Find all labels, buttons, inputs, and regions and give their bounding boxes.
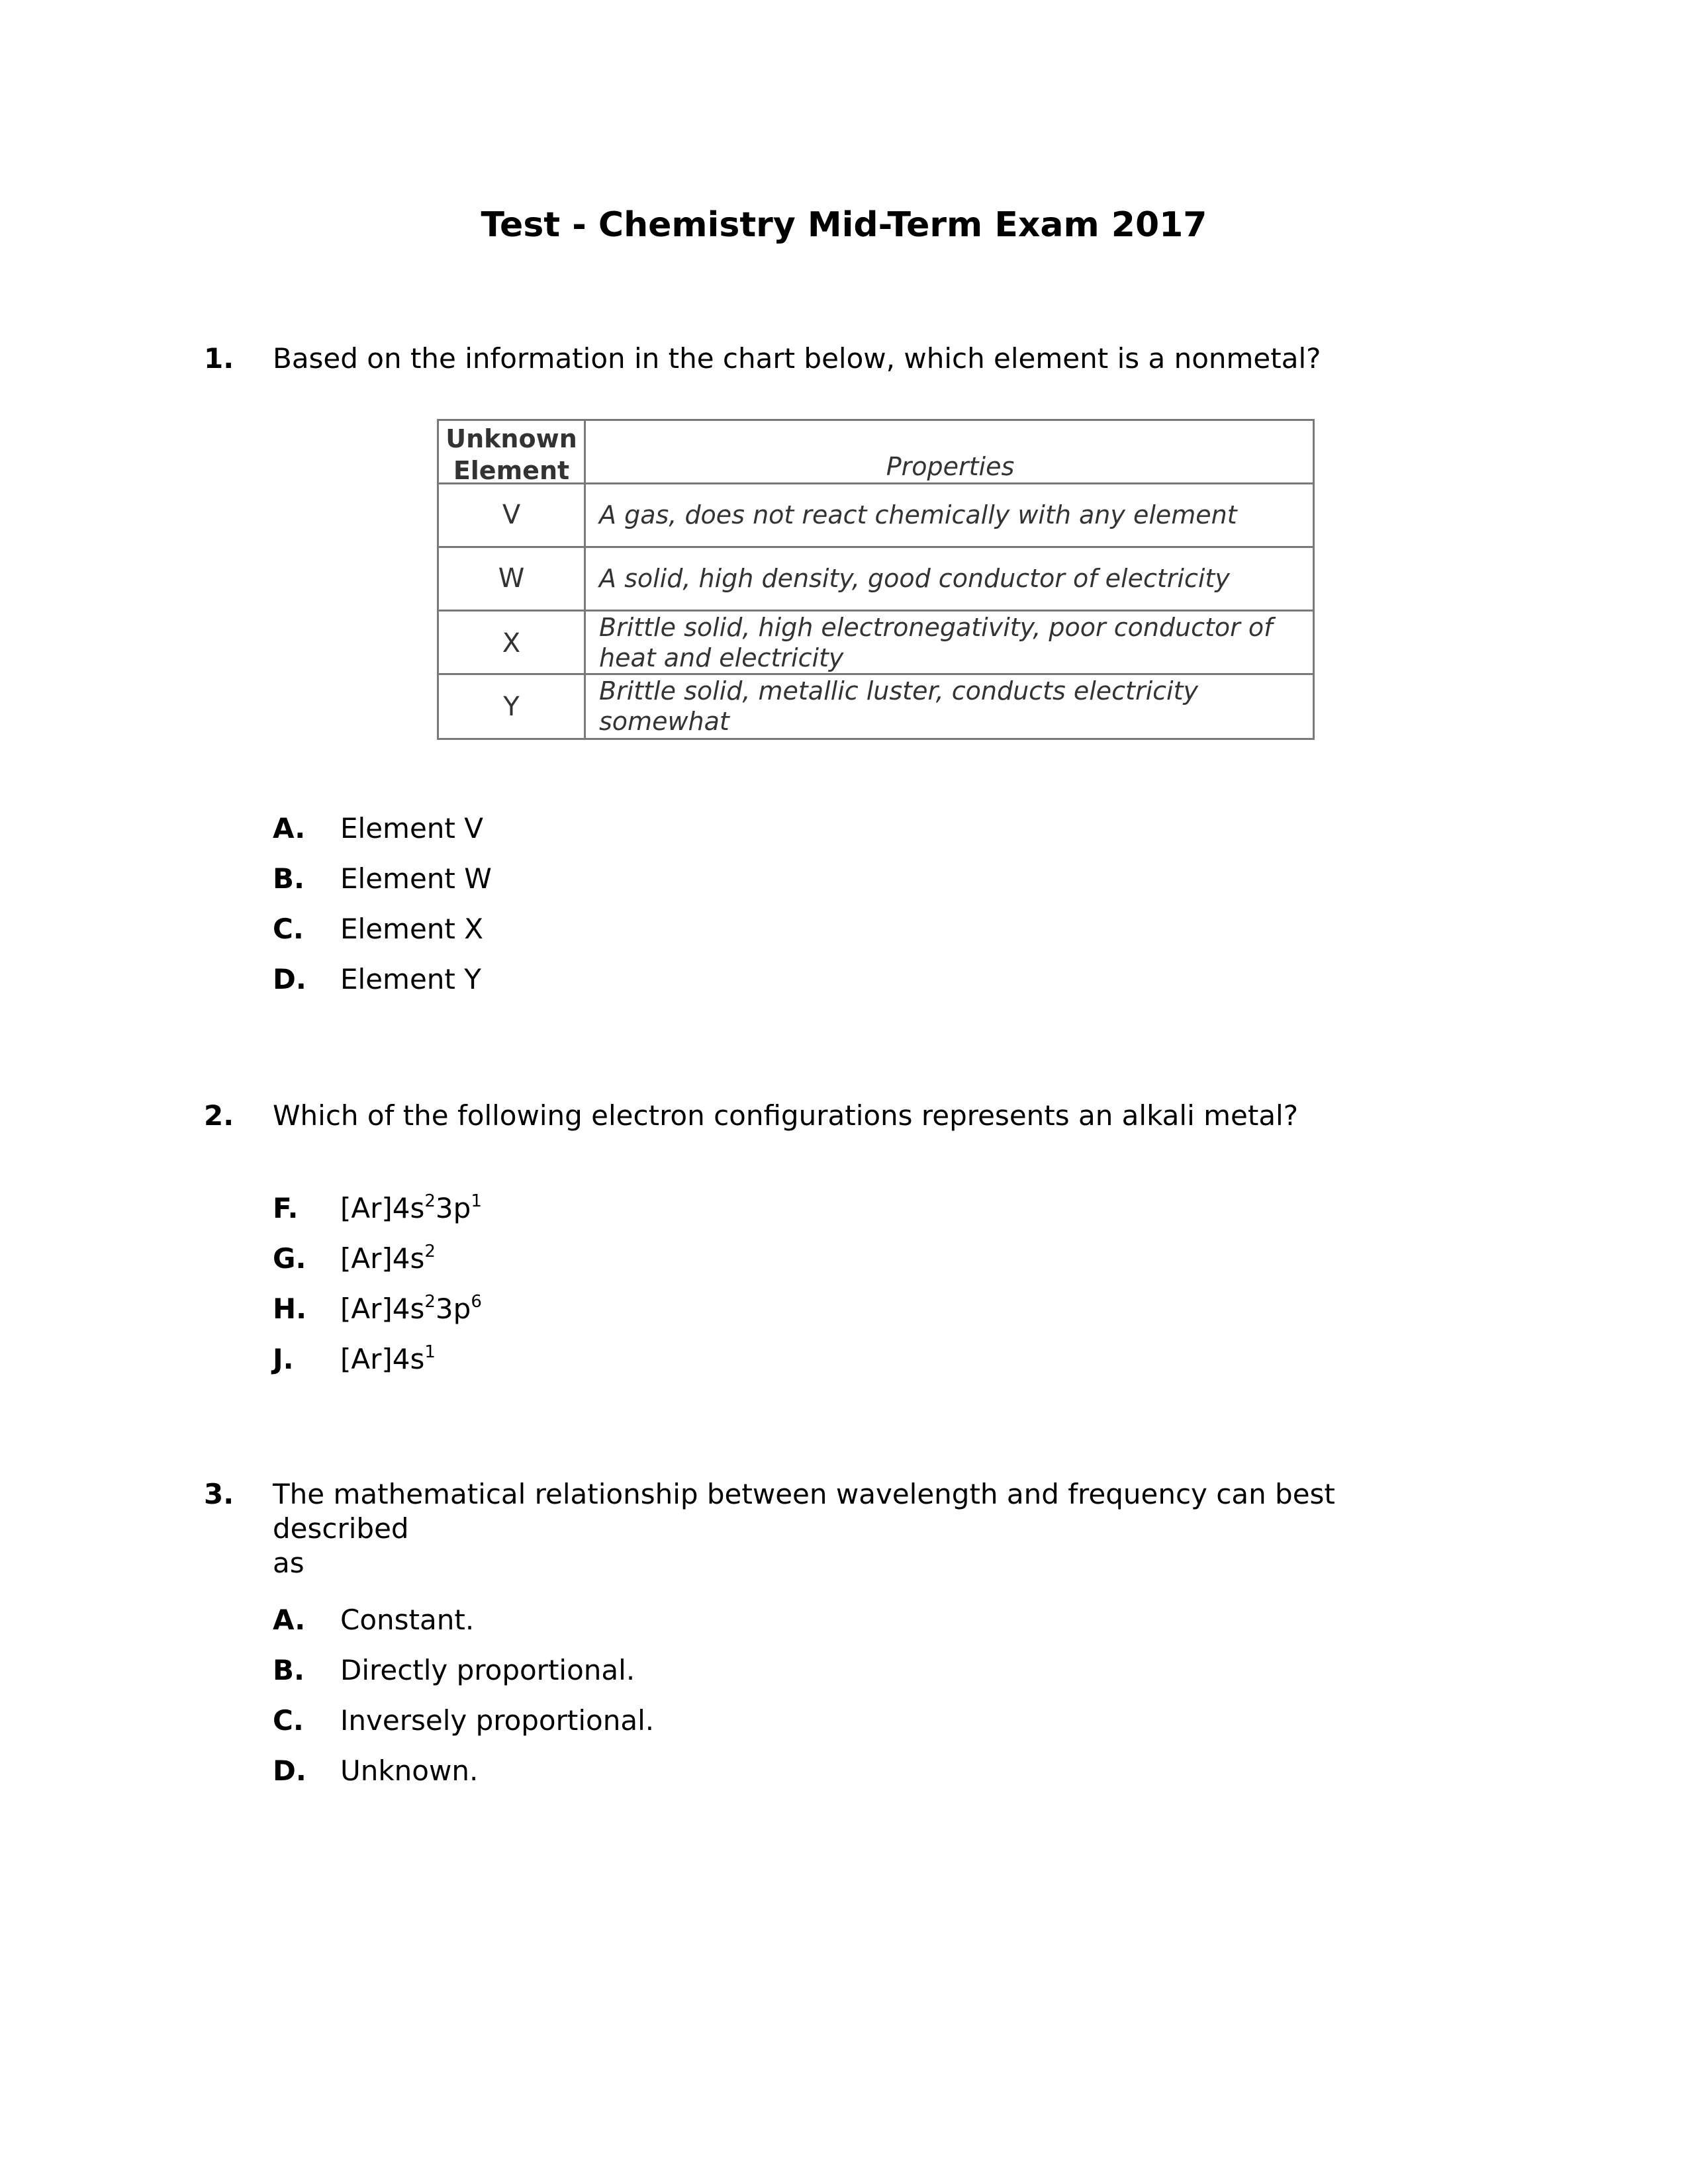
option-letter: D. <box>273 1754 306 1787</box>
table-rule <box>437 673 1315 675</box>
question-3-text-line1: The mathematical relationship between wavelength and frequency can best described <box>273 1478 1335 1545</box>
option-text: Unknown. <box>340 1754 479 1787</box>
config-superscript: 2 <box>424 1292 436 1312</box>
config-superscript: 6 <box>471 1292 482 1312</box>
option-text: Element W <box>340 862 492 895</box>
option-text <box>340 1292 482 1330</box>
option-letter: B. <box>273 1654 305 1686</box>
question-3-number: 3. <box>204 1478 234 1510</box>
header-element-line2: Element <box>453 456 570 485</box>
table-header-properties: Properties <box>886 452 1015 481</box>
option-letter: C. <box>273 913 304 945</box>
config-base: [Ar]4s <box>340 1343 425 1375</box>
question-2-number: 2. <box>204 1099 234 1132</box>
option-letter: J. <box>273 1343 294 1375</box>
config-base: [Ar]4s <box>340 1192 425 1224</box>
config-superscript: 1 <box>471 1191 482 1211</box>
option-text <box>340 1191 482 1230</box>
option-text: Directly proportional. <box>340 1654 635 1686</box>
option-text <box>340 1342 436 1381</box>
config-superscript: 2 <box>424 1242 436 1261</box>
option-letter: H. <box>273 1293 307 1325</box>
config-base: [Ar]4s <box>340 1242 425 1275</box>
option-letter: F. <box>273 1192 299 1224</box>
config-superscript: 1 <box>424 1342 436 1362</box>
question-2-text: Which of the following electron configurations represents an alkali metal? <box>273 1099 1299 1132</box>
element-properties-table <box>437 419 1315 740</box>
option-letter: C. <box>273 1704 304 1737</box>
header-element-line1: Unknown <box>445 424 577 453</box>
page-title: Test - Chemistry Mid-Term Exam 2017 <box>481 205 1207 245</box>
config-mid: 3p <box>435 1192 471 1224</box>
option-text <box>340 1242 436 1280</box>
table-cell-element: V <box>502 500 521 530</box>
table-cell-properties-cont: somewhat <box>599 707 729 736</box>
option-text: Element V <box>340 812 483 844</box>
question-1-number: 1. <box>204 342 234 375</box>
table-header-element <box>437 423 586 486</box>
table-cell-properties-cont: heat and electricity <box>599 643 844 672</box>
config-base: [Ar]4s <box>340 1293 425 1325</box>
table-cell-element: X <box>502 628 521 659</box>
option-text: Element Y <box>340 963 481 995</box>
table-rule <box>437 610 1315 612</box>
table-cell-properties: A gas, does not react chemically with any element <box>599 500 1237 529</box>
table-rule <box>437 546 1315 548</box>
option-letter: A. <box>273 1604 306 1636</box>
option-letter: A. <box>273 812 306 844</box>
config-superscript: 2 <box>424 1191 436 1211</box>
table-border-top <box>437 419 1315 421</box>
question-3-text-line2: as <box>273 1547 305 1579</box>
question-1-text: Based on the information in the chart below, which element is a nonmetal? <box>273 342 1321 375</box>
table-cell-element: W <box>498 563 525 594</box>
table-cell-element: Y <box>503 692 520 722</box>
table-cell-properties: Brittle solid, high electronegativity, poor conductor of <box>599 613 1273 642</box>
question-3-text <box>273 1477 1477 1580</box>
option-letter: D. <box>273 963 306 995</box>
table-cell-properties: A solid, high density, good conductor of electricity <box>599 564 1230 593</box>
config-mid: 3p <box>435 1293 471 1325</box>
table-cell-properties: Brittle solid, metallic luster, conducts electricity <box>599 676 1198 705</box>
table-border-bottom <box>437 738 1315 740</box>
option-text: Inversely proportional. <box>340 1704 655 1737</box>
option-letter: B. <box>273 862 305 895</box>
option-text: Constant. <box>340 1604 475 1636</box>
option-text: Element X <box>340 913 484 945</box>
option-letter: G. <box>273 1242 306 1275</box>
